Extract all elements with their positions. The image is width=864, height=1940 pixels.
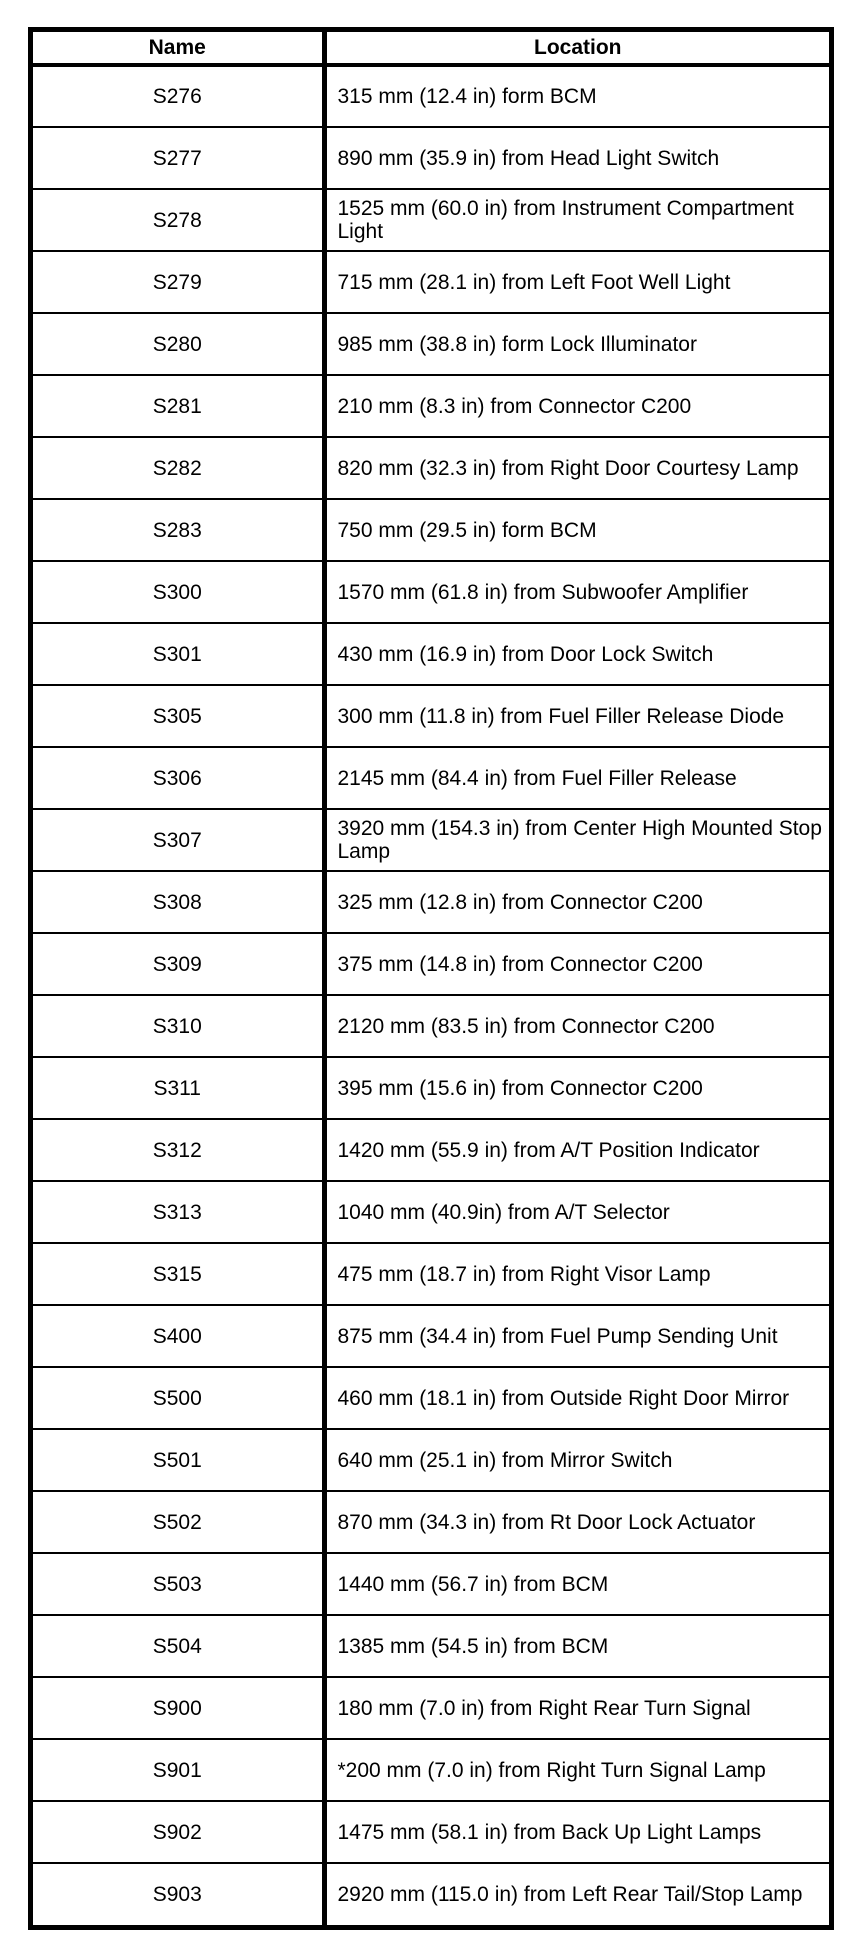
splice-location-cell: 395 mm (15.6 in) from Connector C200	[324, 1057, 829, 1119]
splice-name-cell: S900	[33, 1677, 324, 1739]
table-row	[33, 1181, 829, 1243]
splice-location-cell: 210 mm (8.3 in) from Connector C200	[324, 375, 829, 437]
splice-location-cell: 1385 mm (54.5 in) from BCM	[324, 1615, 829, 1677]
splice-name-cell: S308	[33, 871, 324, 933]
table-row	[33, 251, 829, 313]
splice-location-cell: 375 mm (14.8 in) from Connector C200	[324, 933, 829, 995]
table-row	[33, 1429, 829, 1491]
table-row	[33, 871, 829, 933]
splice-name-cell: S309	[33, 933, 324, 995]
table-row	[33, 685, 829, 747]
splice-name-cell: S501	[33, 1429, 324, 1491]
table-row	[33, 1367, 829, 1429]
splice-location-cell: 1440 mm (56.7 in) from BCM	[324, 1553, 829, 1615]
splice-location-cell: 820 mm (32.3 in) from Right Door Courtesy Lamp	[324, 437, 829, 499]
splice-name-cell: S313	[33, 1181, 324, 1243]
splice-name-cell: S400	[33, 1305, 324, 1367]
splice-name-cell: S281	[33, 375, 324, 437]
table-row	[33, 437, 829, 499]
table-row	[33, 1615, 829, 1677]
splice-name-cell: S903	[33, 1863, 324, 1925]
table-row	[33, 1305, 829, 1367]
table-row	[33, 313, 829, 375]
splice-name-cell: S282	[33, 437, 324, 499]
table-row	[33, 1677, 829, 1739]
splice-location-cell: 1525 mm (60.0 in) from Instrument Compartment Light	[324, 189, 829, 251]
splice-name-cell: S500	[33, 1367, 324, 1429]
splice-location-cell: 3920 mm (154.3 in) from Center High Mounted Stop Lamp	[324, 809, 829, 871]
splice-location-cell: 1475 mm (58.1 in) from Back Up Light Lamps	[324, 1801, 829, 1863]
splice-location-cell: 1420 mm (55.9 in) from A/T Position Indicator	[324, 1119, 829, 1181]
splice-name-cell: S307	[33, 809, 324, 871]
splice-name-cell: S503	[33, 1553, 324, 1615]
splice-name-cell: S300	[33, 561, 324, 623]
splice-location-cell: 300 mm (11.8 in) from Fuel Filler Release Diode	[324, 685, 829, 747]
splice-location-cell: 2920 mm (115.0 in) from Left Rear Tail/Stop Lamp	[337, 1883, 803, 1906]
splice-name-cell: S902	[33, 1801, 324, 1863]
splice-location-cell: *200 mm (7.0 in) from Right Turn Signal Lamp	[324, 1739, 829, 1801]
splice-location-cell: 475 mm (18.7 in) from Right Visor Lamp	[324, 1243, 829, 1305]
table-row	[33, 747, 829, 809]
splice-location-cell: 640 mm (25.1 in) from Mirror Switch	[324, 1429, 829, 1491]
table-row	[33, 127, 829, 189]
splice-name-cell: S305	[33, 685, 324, 747]
splice-location-cell: 890 mm (35.9 in) from Head Light Switch	[324, 127, 829, 189]
table-row	[33, 1057, 829, 1119]
table-row	[33, 933, 829, 995]
table-row	[33, 1119, 829, 1181]
splice-location-cell: 870 mm (34.3 in) from Rt Door Lock Actuator	[324, 1491, 829, 1553]
table-row	[33, 1553, 829, 1615]
splice-location-cell: 430 mm (16.9 in) from Door Lock Switch	[324, 623, 829, 685]
column-header-location: Location	[324, 32, 829, 65]
splice-name-cell: S306	[33, 747, 324, 809]
splice-location-cell: 2120 mm (83.5 in) from Connector C200	[324, 995, 829, 1057]
splice-location-table-frame	[28, 27, 834, 1930]
splice-name-cell: S504	[33, 1615, 324, 1677]
splice-name-cell: S279	[33, 251, 324, 313]
splice-location-cell: 750 mm (29.5 in) form BCM	[324, 499, 829, 561]
table-row	[33, 1243, 829, 1305]
splice-location-cell: 875 mm (34.4 in) from Fuel Pump Sending Unit	[324, 1305, 829, 1367]
splice-name-cell: S315	[33, 1243, 324, 1305]
splice-location-cell: 715 mm (28.1 in) from Left Foot Well Light	[324, 251, 829, 313]
table-header-row	[33, 32, 829, 65]
table-row	[33, 995, 829, 1057]
splice-name-cell: S301	[33, 623, 324, 685]
table-body	[33, 65, 829, 1925]
table-row	[33, 809, 829, 871]
splice-name-cell: S312	[33, 1119, 324, 1181]
splice-location-cell: 2145 mm (84.4 in) from Fuel Filler Release	[324, 747, 829, 809]
splice-location-cell: 1040 mm (40.9in) from A/T Selector	[324, 1181, 829, 1243]
splice-name-cell: S310	[33, 995, 324, 1057]
table-row	[33, 1801, 829, 1863]
splice-location-cell: 325 mm (12.8 in) from Connector C200	[324, 871, 829, 933]
column-header-name: Name	[33, 32, 324, 65]
table-row	[33, 499, 829, 561]
table-row	[33, 375, 829, 437]
splice-name-cell: S280	[33, 313, 324, 375]
splice-name-cell: S276	[33, 65, 324, 127]
splice-location-cell: 1570 mm (61.8 in) from Subwoofer Amplifier	[324, 561, 829, 623]
table-row	[33, 1739, 829, 1801]
splice-location-cell: 315 mm (12.4 in) form BCM	[324, 65, 829, 127]
splice-name-cell: S311	[33, 1057, 324, 1119]
table-row	[33, 623, 829, 685]
table-row	[33, 189, 829, 251]
table-row	[33, 561, 829, 623]
splice-name-cell: S901	[33, 1739, 324, 1801]
table-row	[33, 65, 829, 127]
table-row	[33, 1863, 829, 1925]
splice-location-cell: 985 mm (38.8 in) form Lock Illuminator	[324, 313, 829, 375]
splice-name-cell: S277	[33, 127, 324, 189]
splice-location-cell: 460 mm (18.1 in) from Outside Right Door Mirror	[324, 1367, 829, 1429]
splice-name-cell: S283	[33, 499, 324, 561]
splice-name-cell: S278	[33, 189, 324, 251]
splice-name-cell: S502	[33, 1491, 324, 1553]
splice-location-table	[33, 32, 829, 1925]
splice-location-cell: 180 mm (7.0 in) from Right Rear Turn Signal	[324, 1677, 829, 1739]
table-row	[33, 1491, 829, 1553]
